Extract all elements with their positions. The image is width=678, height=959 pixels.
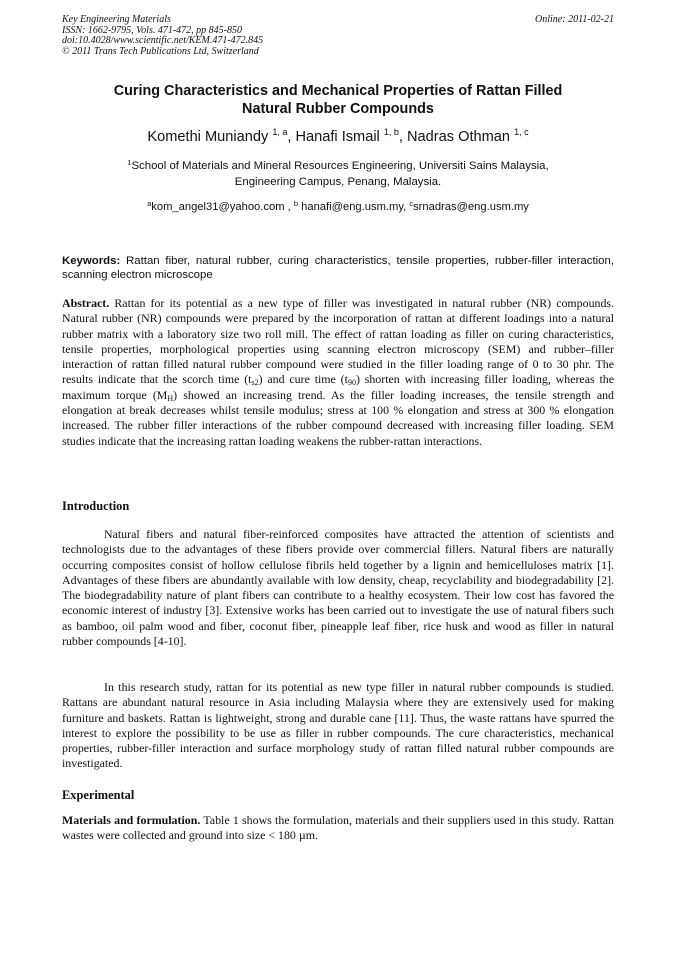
copyright-line: © 2011 Trans Tech Publications Ltd, Switzerland	[62, 45, 259, 57]
email-sup: c	[409, 199, 414, 208]
keywords	[62, 254, 614, 283]
author-affil-sup: 1, a	[272, 127, 288, 137]
email-address[interactable]: kom_angel31@yahoo.com	[151, 201, 285, 213]
author-name: Nadras Othman	[407, 129, 511, 145]
abstract-text-b: ) and cure time (t	[258, 372, 348, 387]
email-sup: b	[293, 199, 299, 208]
email-address[interactable]: hanafi@eng.usm.my	[301, 201, 404, 213]
abstract-text-c: ) shorten with increasing filler loading, whereas the maximum torque (M	[62, 372, 614, 402]
keywords-text: Rattan fiber, natural rubber, curing characteristics, tensile properties, rubber-filler interaction, scanning electron microscope	[62, 255, 614, 282]
email-list	[62, 199, 614, 215]
abstract	[62, 296, 614, 449]
author-separator: ,	[287, 129, 296, 145]
author-list	[62, 128, 614, 146]
affiliation-line-1	[62, 158, 614, 174]
materials-label: Materials and formulation.	[62, 813, 201, 827]
email-address[interactable]: srnadras@eng.usm.my	[413, 201, 529, 213]
abstract-text-a: Rattan for its potential as a new type of filler was investigated in natural rubber (NR) compounds. Natural rubber (NR) compounds were prepared by the incorporation of rattan at different loadings into a natural rubber matrix with a laboratory size two roll mill. The effect of rattan loading as filler on curing characteristics, tensile properties, morphological properties using scanning electron microscopy (SEM) and rubber–filler interaction of rattan filled natural rubber compound were studied in the filler loading range of 0 to 30 phr. The results indicate that the scorch time (t	[62, 296, 614, 387]
doi-line: doi:10.4028/www.scientific.net/KEM.471-472.845	[62, 35, 264, 46]
online-date: Online: 2011-02-21	[535, 14, 614, 25]
abstract-sub-b: 90	[347, 378, 356, 388]
paper-title	[62, 82, 614, 118]
introduction-paragraph-1: Natural fibers and natural fiber-reinforced composites have attracted the attention of scientists and technologists due to the advantages of these fibers provide over commercial fillers. Natural fibers are naturally occurring composites consist of hollow cellulose fibrils held together by a lignin and hemicelluloses matrix [1]. Advantages of these fibers are abundantly available with low density, cheap, recyclability and biodegradability [2]. The biodegradability nature of plant fibers can contribute to a healthy ecosystem. Their low cost has favored the economic interest of industry [3]. Extensive works has been carried out to investigate the use of natural fibers such as bamboo, oil palm wood and fiber, coconut fiber, pineapple leaf fiber, rice husk and wood as filler in natural rubber compounds [4-10].	[62, 527, 614, 649]
author-affil-sup: 1, c	[514, 127, 529, 137]
affiliation-text-1: School of Materials and Mineral Resources Engineering, Universiti Sains Malaysia,	[131, 160, 549, 172]
email-separator: ,	[284, 201, 294, 213]
journal-name: Key Engineering Materials	[62, 14, 171, 25]
materials-text: Table 1 shows the formulation, materials and their suppliers used in this study. Rattan wastes were collected and ground into size < 180 µm.	[62, 813, 614, 843]
affiliation-line-2: Engineering Campus, Penang, Malaysia.	[234, 176, 442, 188]
keywords-label: Keywords:	[62, 255, 121, 267]
abstract-sub-a: s2	[251, 378, 259, 388]
abstract-text-d: ) showed an increasing trend. As the filler loading increases, the tensile strength and elongation at break decreases whilst tensile modulus; stress at 100 % elongation and stress at 300 % elongation increased. The rubber filler interactions of the rubber compound decreased with increasing filler loading. SEM studies indicate that the increasing rattan loading weakens the rubber-rattan interactions.	[62, 387, 615, 448]
email-separator: ,	[403, 201, 410, 213]
author-affil-sup: 1, b	[383, 127, 399, 137]
journal-header	[62, 15, 614, 57]
affiliation	[62, 158, 614, 190]
materials-paragraph	[62, 813, 614, 844]
title-line-1: Curing Characteristics and Mechanical Properties of Rattan Filled	[113, 83, 563, 99]
email-sup: a	[147, 199, 152, 208]
issn-line: ISSN: 1662-9795, Vols. 471-472, pp 845-850	[62, 24, 242, 36]
author-separator: ,	[398, 129, 407, 145]
abstract-sub-c: H	[167, 393, 174, 403]
author-name: Komethi Muniandy	[147, 129, 269, 145]
introduction-paragraph-2: In this research study, rattan for its potential as new type filler in natural rubber compounds is studied. Rattans are abundant natural resource in Asia including Malaysia where they are extensively used for making furniture and baskets. Rattan is lightweight, strong and durable cane [11]. Thus, the waste rattans have spurred the interest to explore the possibility to be use as filler in rubber compounds. The cure characteristics, mechanical properties, rubber-filler interaction and surface morphology study of rattan filled natural rubber compounds are investigated.	[62, 680, 614, 771]
title-line-2: Natural Rubber Compounds	[242, 101, 434, 117]
affiliation-sup: 1	[127, 158, 132, 167]
abstract-label: Abstract.	[62, 296, 110, 310]
author-name: Hanafi Ismail	[295, 129, 380, 145]
experimental-heading: Experimental	[62, 788, 135, 802]
introduction-heading: Introduction	[62, 499, 130, 513]
